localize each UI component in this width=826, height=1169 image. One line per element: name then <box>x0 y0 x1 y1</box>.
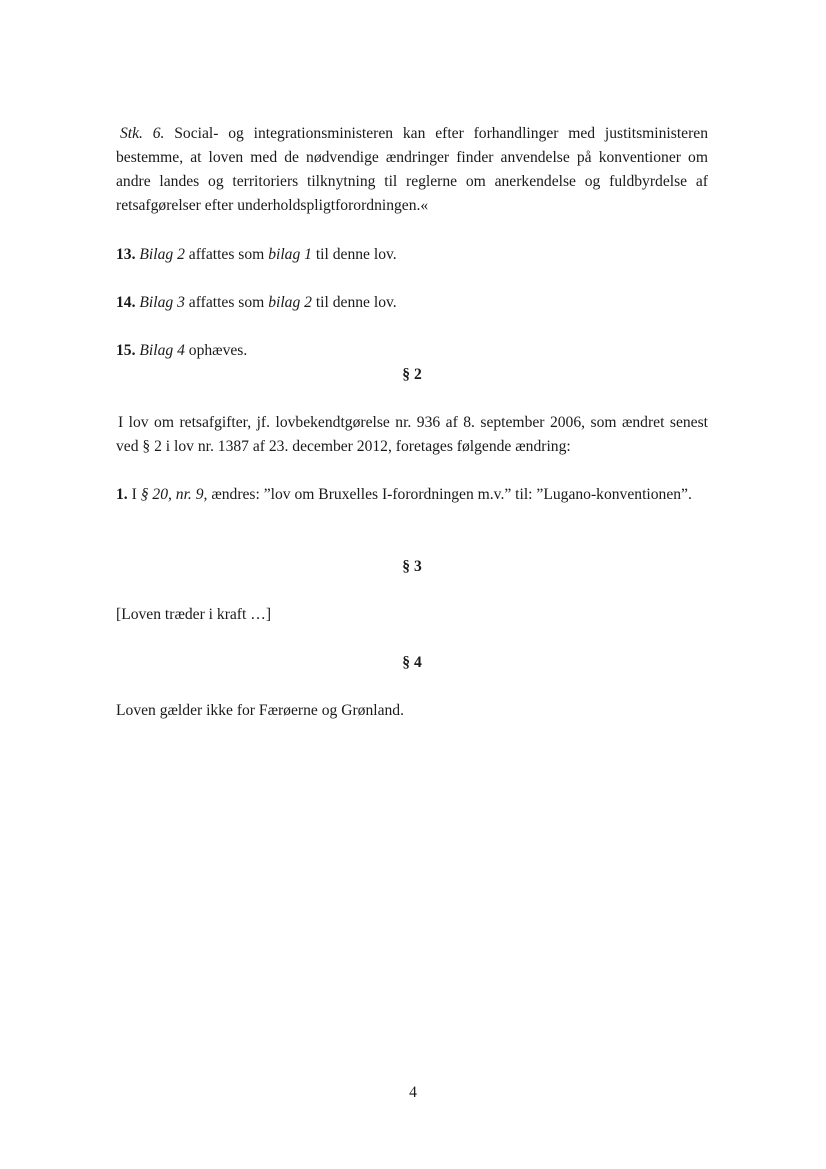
item-text-a: ophæves. <box>184 342 248 359</box>
section-3-heading: § 3 <box>402 558 422 575</box>
stk6-text: Social- og integrationsministeren kan efter forhandlinger med justitsministeren bestemme, at loven med de nødvendige ændringer finder anvendelse på konventioner om andre landes og territoriers tilknytning til reglerne om anerkendelse og fuldbyrdelse af retsafgørelser efter underholdspligtforordningen.« <box>116 125 708 214</box>
section-2-amendment <box>116 483 708 507</box>
section-3-text: [Loven træder i kraft …] <box>116 606 272 623</box>
item-text-b: til denne lov. <box>311 294 397 311</box>
item-text-b: til denne lov. <box>311 246 397 263</box>
amendment-number: 1. <box>116 486 128 503</box>
amendment-reference: § 20, nr. 9, <box>140 486 208 503</box>
item-italic-a: Bilag 4 <box>139 342 185 359</box>
section-2-heading: § 2 <box>402 366 422 383</box>
stk6-paragraph <box>116 122 708 218</box>
item-number: 13. <box>116 246 136 263</box>
item-14 <box>116 291 708 315</box>
amendment-prefix: I <box>127 486 141 503</box>
item-13 <box>116 243 708 267</box>
section-4-text: Loven gælder ikke for Færøerne og Grønland. <box>116 702 404 719</box>
item-15 <box>116 339 708 363</box>
item-italic-a: Bilag 2 <box>139 246 185 263</box>
item-number: 15. <box>116 342 136 359</box>
page-number: 4 <box>409 1084 417 1101</box>
item-italic-b: bilag 2 <box>268 294 312 311</box>
section-4-heading: § 4 <box>402 654 422 671</box>
item-italic-a: Bilag 3 <box>139 294 185 311</box>
item-number: 14. <box>116 294 136 311</box>
item-text-a: affattes som <box>184 246 269 263</box>
amendment-text: ændres: ”lov om Bruxelles I-forordningen m.v.” til: ”Lugano-konventionen”. <box>207 486 692 503</box>
item-italic-b: bilag 1 <box>268 246 312 263</box>
item-text-a: affattes som <box>184 294 269 311</box>
section-2-intro: I lov om retsafgifter, jf. lovbekendtgørelse nr. 936 af 8. september 2006, som ændret senest ved § 2 i lov nr. 1387 af 23. december 2012, foretages følgende ændring: <box>116 414 708 455</box>
stk6-label: Stk. 6. <box>120 125 165 142</box>
